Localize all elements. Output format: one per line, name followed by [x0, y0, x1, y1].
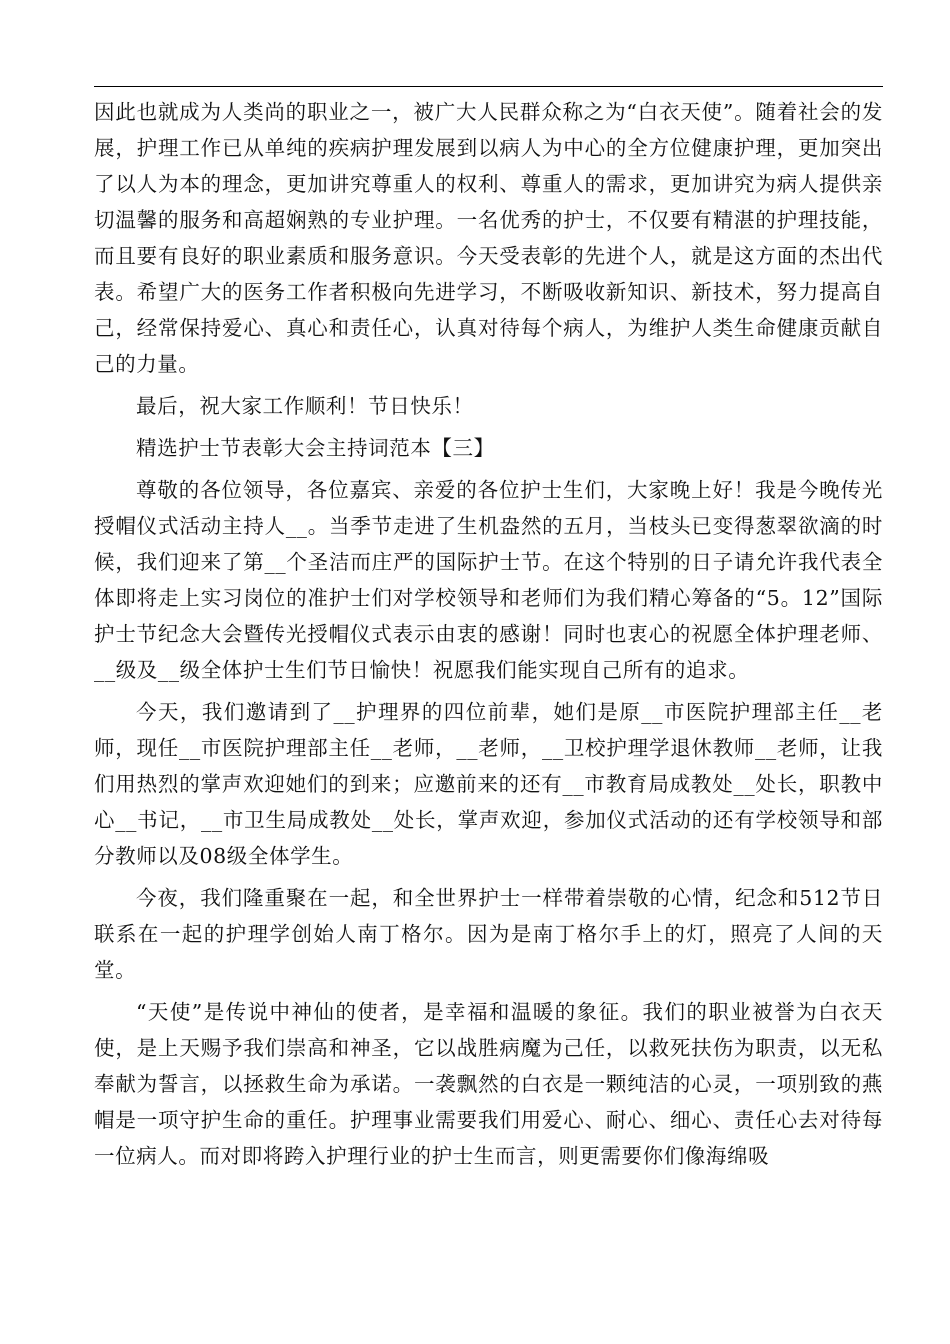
section-heading: 精选护士节表彰大会主持词范本【三】 — [136, 436, 495, 460]
paragraph-closing-wish: 最后，祝大家工作顺利！节日快乐！ — [136, 394, 474, 418]
paragraph-nightingale: 今夜，我们隆重聚在一起，和全世界护士一样带着崇敬的心情，纪念和512节日联系在一起的护理学创始人南丁格尔。因为是南丁格尔手上的灯，照亮了人间的天堂。 — [94, 886, 883, 982]
paragraph-guests: 今天，我们邀请到了__护理界的四位前辈，她们是原__市医院护理部主任__老师，现任__市医院护理部主任__老师，__老师，__卫校护理学退休教师__老师，让我们用热烈的掌声欢迎她们的到来；应邀前来的还有__市教育局成教处__处长，职教中心__书记，__市卫生局成教处__处长，掌声欢迎，参加仪式活动的还有学校领导和部分教师以及08级全体学生。 — [94, 700, 883, 868]
paragraph-opening-address: 尊敬的各位领导，各位嘉宾、亲爱的各位护士生们，大家晚上好！我是今晚传光授帽仪式活动主持人__。当季节走进了生机盎然的五月，当枝头已变得葱翠欲滴的时候，我们迎来了第__个圣洁而庄严的国际护士节。在这个特别的日子请允许我代表全体即将走上实习岗位的准护士们对学校领导和老师们为我们精心筹备的“5。12”国际护士节纪念大会暨传光授帽仪式表示由衷的感谢！同时也衷心的祝愿全体护理老师、__级及__级全体护士生们节日愉快！祝愿我们能实现自己所有的追求。 — [94, 478, 883, 682]
paragraph-continuation: 因此也就成为人类尚的职业之一，被广大人民群众称之为“白衣天使”。随着社会的发展，护理工作已从单纯的疾病护理发展到以病人为中心的全方位健康护理，更加突出了以人为本的理念，更加讲究尊重人的权利、尊重人的需求，更加讲究为病人提供亲切温馨的服务和高超娴熟的专业护理。一名优秀的护士，不仅要有精湛的护理技能，而且要有良好的职业素质和服务意识。今天受表彰的先进个人，就是这方面的杰出代表。希望广大的医务工作者积极向先进学习，不断吸收新知识、新技术，努力提高自己，经常保持爱心、真心和责任心，认真对待每个病人，为维护人类生命健康贡献自己的力量。 — [94, 100, 883, 376]
document-page — [94, 86, 883, 1174]
paragraph-angel: “天使”是传说中神仙的使者，是幸福和温暖的象征。我们的职业被誉为白衣天使，是上天赐予我们崇高和神圣，它以战胜病魔为己任，以救死扶伤为职责，以无私奉献为誓言，以拯救生命为承诺。一袭飘然的白衣是一颗纯洁的心灵，一项别致的燕帽是一项守护生命的重任。护理事业需要我们用爱心、耐心、细心、责任心去对待每一位病人。而对即将跨入护理行业的护士生而言，则更需要你们像海绵吸 — [94, 1000, 883, 1168]
header-rule — [94, 86, 883, 87]
